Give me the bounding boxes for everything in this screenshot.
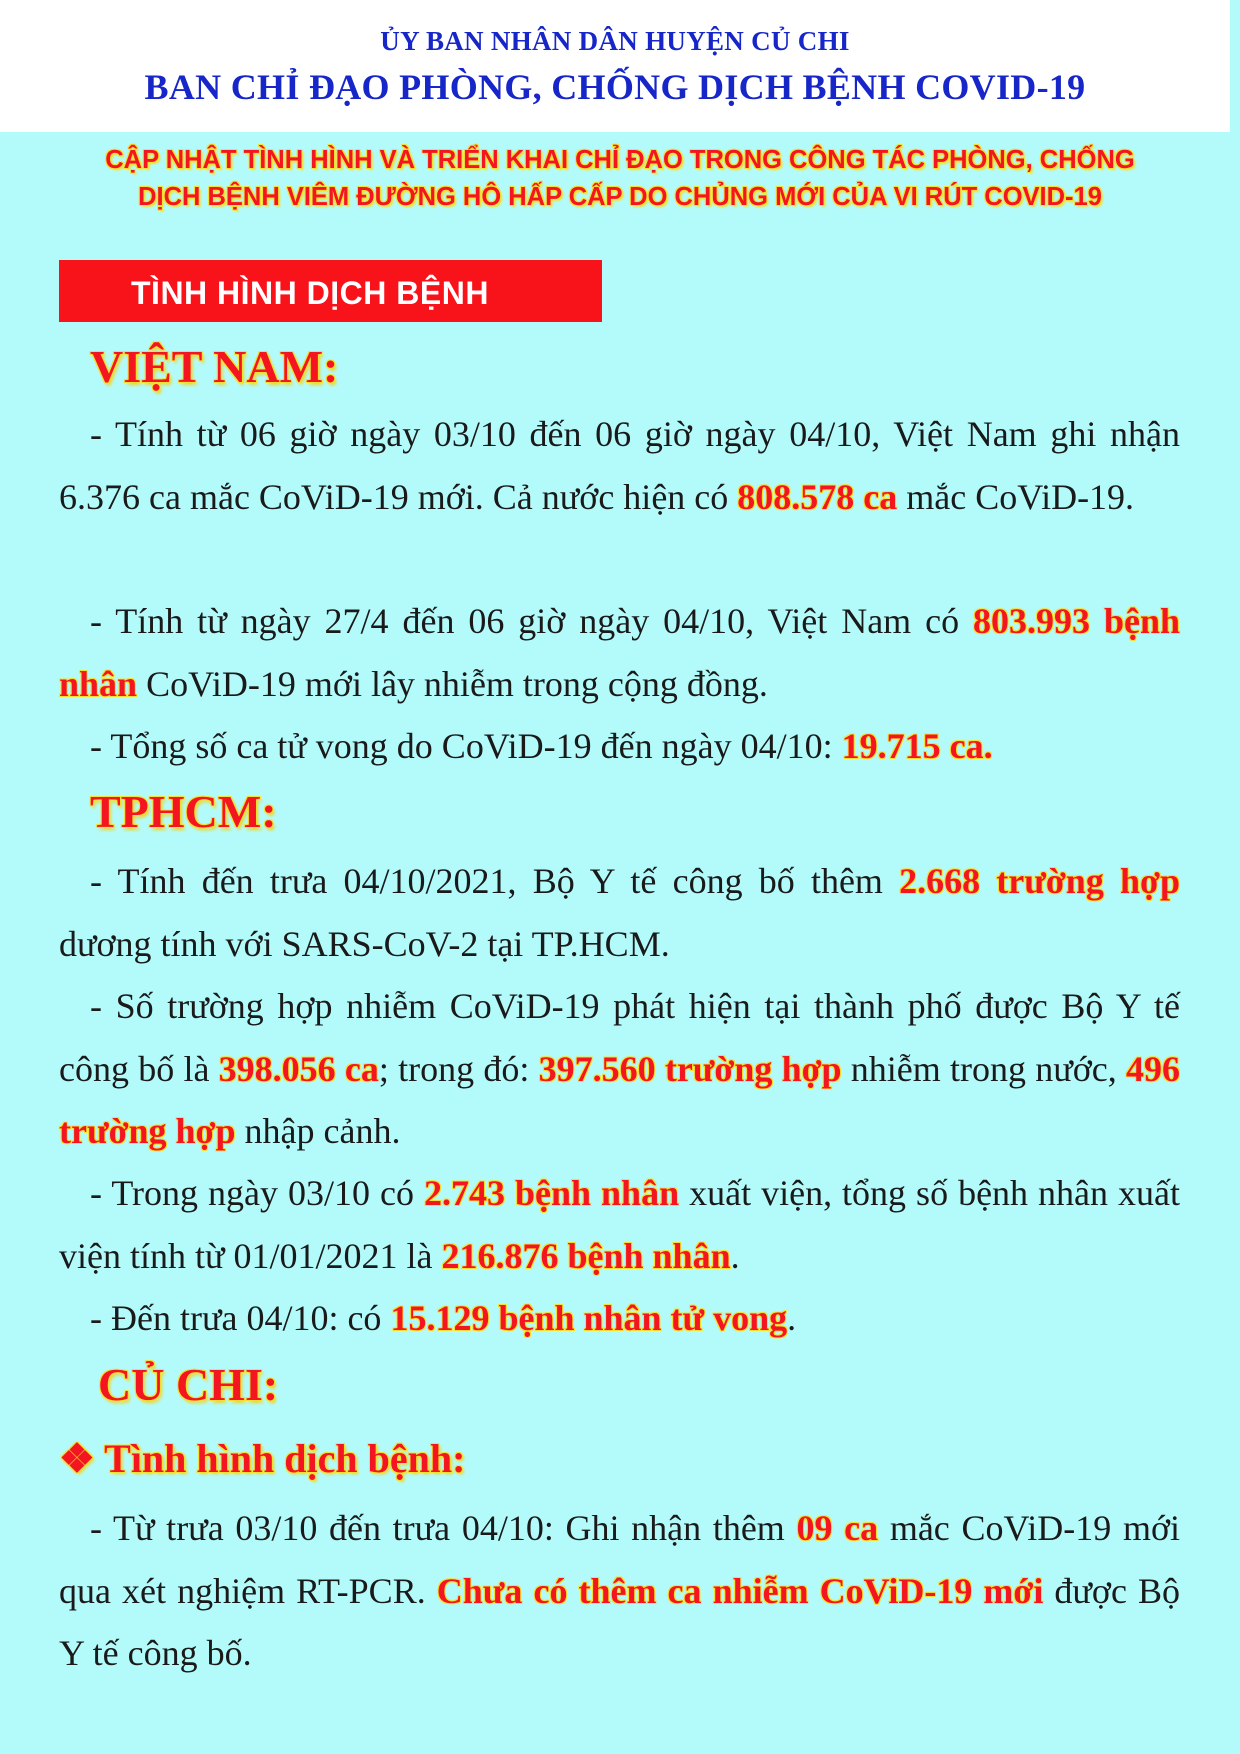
vietnam-paragraph-2 <box>59 590 1180 715</box>
text: mắc CoViD-19. <box>897 476 1135 517</box>
text: nhiễm trong nước, <box>841 1048 1126 1089</box>
text: - Tổng số ca tử vong do CoViD-19 đến ngày 04/10: <box>90 726 842 766</box>
vietnam-paragraph-1 <box>59 403 1180 528</box>
highlight-new-cases: 09 ca <box>796 1508 879 1548</box>
banner-label: TÌNH HÌNH DỊCH BỆNH <box>131 275 489 311</box>
highlight-discharged-day: 2.743 bệnh nhân <box>424 1173 680 1213</box>
highlight-new-cases: 2.668 trường hợp <box>899 861 1180 901</box>
text: xuất viện, tổng số bệnh nhân xuất viện tính từ 01/01/2021 là <box>59 1173 1180 1276</box>
highlight-total-cases: 808.578 ca <box>737 476 898 517</box>
text: - Tính từ 06 giờ ngày 03/10 đến 06 giờ ngày 04/10, Việt Nam ghi nhận 6.376 ca mắc CoViD-19 mới. Cả nước hiện có <box>59 414 1180 517</box>
highlight-total-cases: 398.056 ca <box>218 1048 379 1089</box>
tphcm-paragraph-1 <box>59 850 1180 975</box>
text: ; trong đó: <box>378 1048 539 1089</box>
committee-line: BAN CHỈ ĐẠO PHÒNG, CHỐNG DỊCH BỆNH COVID-19 <box>144 67 1086 107</box>
document-header <box>0 0 1240 132</box>
text: được Bộ Y tế công bố. <box>59 1570 1180 1673</box>
text: . <box>787 1298 797 1338</box>
text: mắc CoViD-19 mới qua xét nghiệm RT-PCR. <box>59 1508 1180 1611</box>
section-banner <box>59 260 602 322</box>
subtitle-line-2: DỊCH BỆNH VIÊM ĐƯỜNG HÔ HẤP CẤP DO CHỦNG MỚI CỦA VI RÚT COVID-19 <box>138 183 1102 211</box>
text: - Đến trưa 04/10: có <box>90 1298 391 1338</box>
section-title-cuchi: CỦ CHI: <box>98 1359 279 1410</box>
highlight-no-new-infections: Chưa có thêm ca nhiễm CoViD-19 mới <box>436 1570 1044 1611</box>
section-title-vietnam: VIỆT NAM: <box>90 341 339 392</box>
highlight-discharged-total: 216.876 bệnh nhân <box>441 1235 731 1276</box>
text: dương tính với SARS-CoV-2 tại TP.HCM. <box>59 923 670 964</box>
text: - Trong ngày 03/10 có <box>90 1173 424 1213</box>
text: - Số trường hợp nhiễm CoViD-19 phát hiện tại thành phố được Bộ Y tế công bố là <box>59 986 1180 1089</box>
vietnam-paragraph-3 <box>59 715 1180 778</box>
cuchi-paragraph-1 <box>59 1497 1180 1685</box>
tphcm-paragraph-4 <box>59 1287 1180 1350</box>
subtitle-line-1: CẬP NHẬT TÌNH HÌNH VÀ TRIỂN KHAI CHỈ ĐẠO TRONG CÔNG TÁC PHÒNG, CHỐNG <box>105 146 1135 174</box>
issuer-line: ỦY BAN NHÂN DÂN HUYỆN CỦ CHI <box>380 26 850 56</box>
subsection-epidemic-situation: ❖ Tình hình dịch bệnh: <box>59 1436 466 1481</box>
highlight-community-cases: 803.993 bệnh nhân <box>59 601 1181 704</box>
highlight-deaths: 15.129 bệnh nhân tử vong <box>390 1298 788 1338</box>
text: - Tính từ ngày 27/4 đến 06 giờ ngày 04/10, Việt Nam có <box>90 601 974 641</box>
tphcm-paragraph-2 <box>59 975 1180 1163</box>
section-title-tphcm: TPHCM: <box>90 786 277 837</box>
highlight-domestic-cases: 397.560 trường hợp <box>538 1048 842 1089</box>
tphcm-paragraph-3 <box>59 1162 1180 1287</box>
text: . <box>730 1235 740 1276</box>
text: CoViD-19 mới lây nhiễm trong cộng đồng. <box>137 663 768 704</box>
text: - Tính đến trưa 04/10/2021, Bộ Y tế công bố thêm <box>90 861 900 901</box>
text: - Từ trưa 03/10 đến trưa 04/10: Ghi nhận thêm <box>90 1508 797 1548</box>
text: nhập cảnh. <box>235 1111 401 1151</box>
highlight-imported-cases: 496 trường hợp <box>59 1048 1180 1151</box>
highlight-deaths: 19.715 ca. <box>841 726 993 766</box>
